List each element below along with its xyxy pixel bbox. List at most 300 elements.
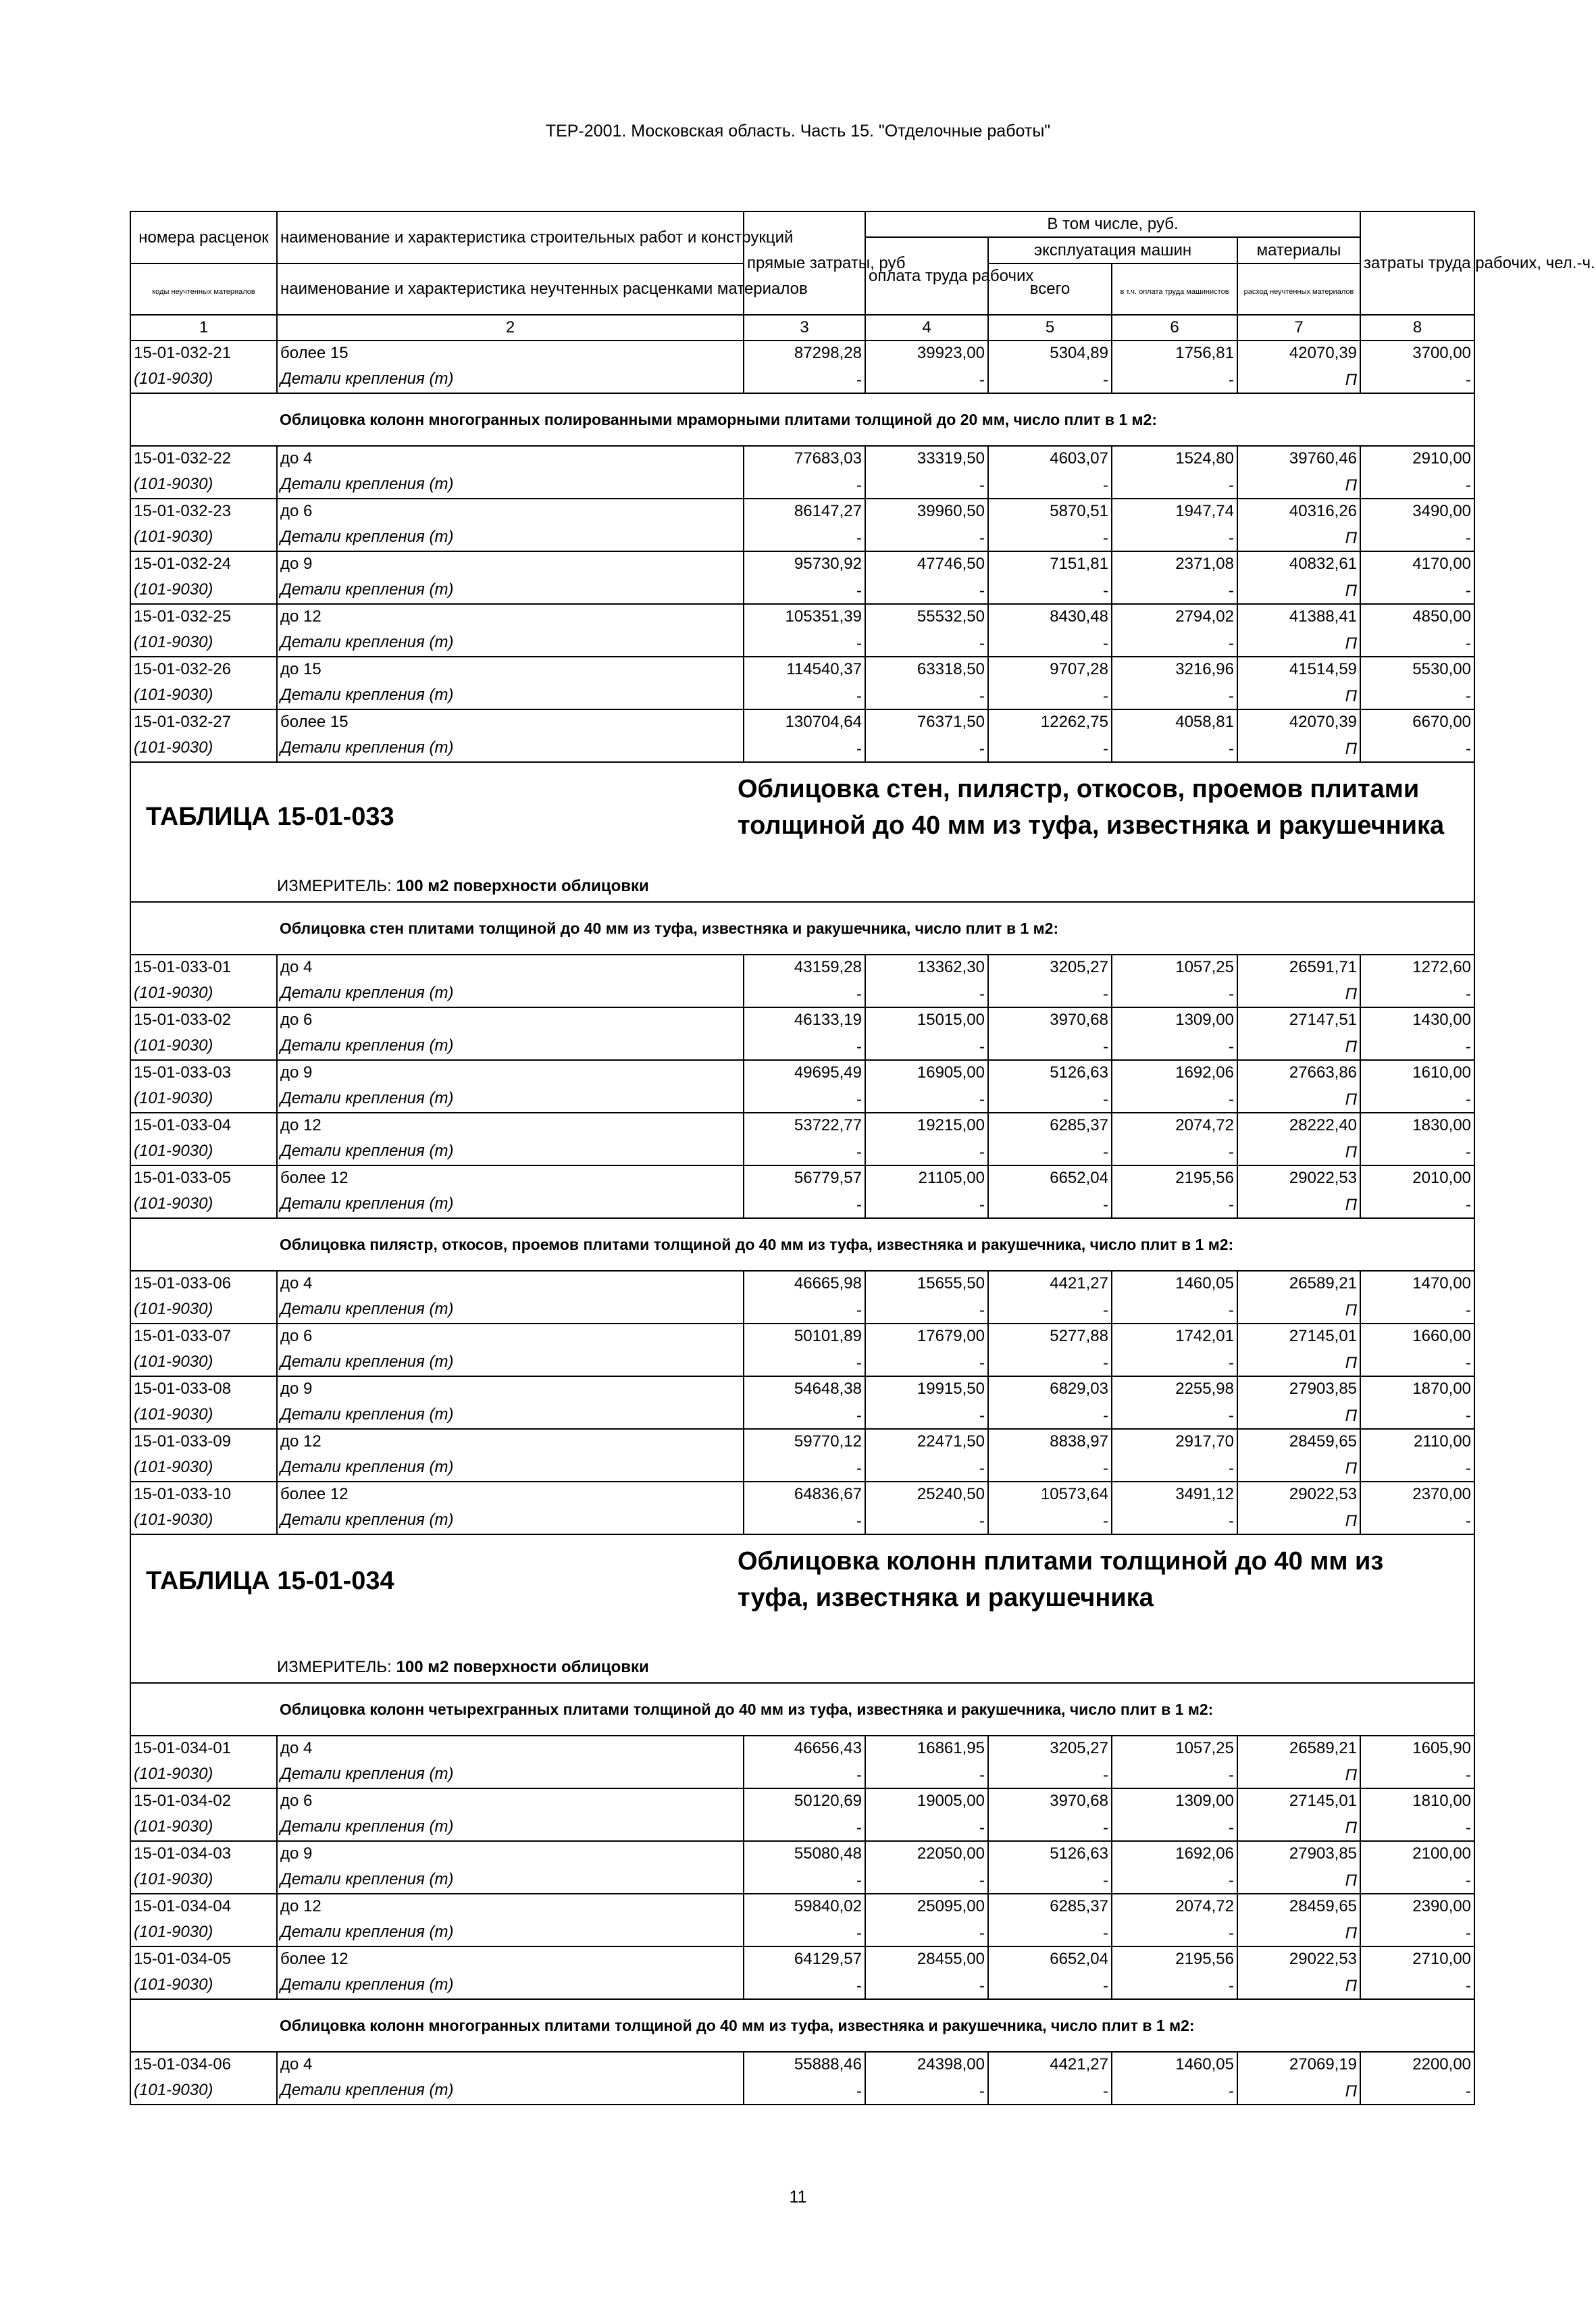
- value-materials: 27145,01: [1237, 1324, 1360, 1350]
- table-row: [130, 446, 1474, 472]
- material-value-operator-pay: -: [1112, 1034, 1237, 1060]
- material-value-direct-costs: -: [744, 1139, 865, 1165]
- material-name: Детали крепления (т): [277, 630, 744, 657]
- value-materials: 42070,39: [1237, 709, 1360, 736]
- value-direct-costs: 59840,02: [744, 1894, 865, 1920]
- material-value-labor-hours: -: [1360, 1815, 1474, 1841]
- value-worker-pay: 16905,00: [865, 1060, 988, 1086]
- material-value-direct-costs: -: [744, 981, 865, 1007]
- value-direct-costs: 114540,37: [744, 657, 865, 683]
- material-name: Детали крепления (т): [277, 1508, 744, 1534]
- value-materials: 27069,19: [1237, 2052, 1360, 2078]
- value-operator-pay: 2195,56: [1112, 1165, 1237, 1192]
- work-name: до 15: [277, 657, 744, 683]
- value-operator-pay: 2195,56: [1112, 1946, 1237, 1973]
- value-worker-pay: 13362,30: [865, 955, 988, 981]
- material-value-worker-pay: -: [865, 1192, 988, 1218]
- material-value-worker-pay: -: [865, 1350, 988, 1376]
- material-value-machines-total: -: [988, 1034, 1112, 1060]
- value-direct-costs: 130704,64: [744, 709, 865, 736]
- material-name: Детали крепления (т): [277, 1139, 744, 1165]
- value-operator-pay: 1309,00: [1112, 1788, 1237, 1815]
- value-materials: 28459,65: [1237, 1894, 1360, 1920]
- material-value-labor-hours: -: [1360, 736, 1474, 762]
- table-row: [130, 657, 1474, 683]
- material-name: Детали крепления (т): [277, 525, 744, 551]
- material-value-operator-pay: -: [1112, 1973, 1237, 1999]
- rate-code: 15-01-034-06: [130, 2052, 277, 2078]
- material-value-machines-total: -: [988, 1139, 1112, 1165]
- material-value-labor-hours: -: [1360, 367, 1474, 393]
- value-direct-costs: 59770,12: [744, 1429, 865, 1455]
- material-value-direct-costs: -: [744, 1508, 865, 1534]
- material-value-worker-pay: -: [865, 1815, 988, 1841]
- value-machines-total: 4603,07: [988, 446, 1112, 472]
- header-materials: материалы: [1237, 237, 1360, 263]
- material-value-materials: П: [1237, 578, 1360, 604]
- table-row: [130, 1060, 1474, 1086]
- material-value-worker-pay: -: [865, 1034, 988, 1060]
- value-labor-hours: 3700,00: [1360, 341, 1474, 367]
- work-name: до 9: [277, 551, 744, 578]
- value-worker-pay: 24398,00: [865, 2052, 988, 2078]
- value-machines-total: 5277,88: [988, 1324, 1112, 1350]
- material-value-machines-total: -: [988, 630, 1112, 657]
- material-value-materials: П: [1237, 736, 1360, 762]
- value-labor-hours: 1870,00: [1360, 1376, 1474, 1403]
- material-name: Детали крепления (т): [277, 1192, 744, 1218]
- rate-code: 15-01-033-01: [130, 955, 277, 981]
- unit-value: 100 м2 поверхности облицовки: [396, 1658, 649, 1676]
- material-value-direct-costs: -: [744, 367, 865, 393]
- material-value-direct-costs: -: [744, 1762, 865, 1788]
- value-operator-pay: 1692,06: [1112, 1841, 1237, 1867]
- material-code: (101-9030): [130, 630, 277, 657]
- value-direct-costs: 46133,19: [744, 1007, 865, 1034]
- section-spacer: [130, 393, 277, 446]
- material-row: [130, 2078, 1474, 2105]
- value-worker-pay: 15655,50: [865, 1271, 988, 1297]
- material-value-labor-hours: -: [1360, 578, 1474, 604]
- column-number: 8: [1360, 315, 1474, 341]
- material-value-labor-hours: -: [1360, 1762, 1474, 1788]
- table-row: [130, 604, 1474, 630]
- table-row: [130, 551, 1474, 578]
- value-machines-total: 12262,75: [988, 709, 1112, 736]
- material-value-machines-total: -: [988, 1867, 1112, 1894]
- value-worker-pay: 21105,00: [865, 1165, 988, 1192]
- material-value-operator-pay: -: [1112, 367, 1237, 393]
- material-value-labor-hours: -: [1360, 1086, 1474, 1113]
- value-worker-pay: 25095,00: [865, 1894, 988, 1920]
- value-worker-pay: 19915,50: [865, 1376, 988, 1403]
- value-machines-total: 8430,48: [988, 604, 1112, 630]
- material-row: [130, 981, 1474, 1007]
- section-heading: Облицовка колонн четырехгранных плитами толщиной до 40 мм из туфа, известняка и ракушечника, число плит в 1 м2:: [277, 1683, 1474, 1736]
- value-operator-pay: 3491,12: [1112, 1482, 1237, 1508]
- work-name: до 9: [277, 1376, 744, 1403]
- table-row: [130, 1788, 1474, 1815]
- value-materials: 27147,51: [1237, 1007, 1360, 1034]
- rate-code: 15-01-032-25: [130, 604, 277, 630]
- material-value-materials: П: [1237, 1192, 1360, 1218]
- value-labor-hours: 1430,00: [1360, 1007, 1474, 1034]
- material-value-direct-costs: -: [744, 2078, 865, 2105]
- material-value-labor-hours: -: [1360, 472, 1474, 499]
- material-name: Детали крепления (т): [277, 1867, 744, 1894]
- material-name: Детали крепления (т): [277, 736, 744, 762]
- value-machines-total: 5870,51: [988, 499, 1112, 525]
- material-value-labor-hours: -: [1360, 1034, 1474, 1060]
- material-value-machines-total: -: [988, 2078, 1112, 2105]
- value-operator-pay: 1057,25: [1112, 955, 1237, 981]
- material-code: (101-9030): [130, 1192, 277, 1218]
- value-machines-total: 3970,68: [988, 1007, 1112, 1034]
- material-value-machines-total: -: [988, 1086, 1112, 1113]
- material-value-materials: П: [1237, 1139, 1360, 1165]
- table-code: ТАБЛИЦА 15-01-033: [146, 803, 394, 831]
- table-row: [130, 1894, 1474, 1920]
- material-name: Детали крепления (т): [277, 683, 744, 709]
- header-material-consumption: расход неучтенных материалов: [1243, 288, 1354, 296]
- material-code: (101-9030): [130, 367, 277, 393]
- value-materials: 27663,86: [1237, 1060, 1360, 1086]
- rate-code: 15-01-034-01: [130, 1736, 277, 1762]
- material-value-worker-pay: -: [865, 981, 988, 1007]
- material-name: Детали крепления (т): [277, 367, 744, 393]
- material-value-direct-costs: -: [744, 578, 865, 604]
- material-code: (101-9030): [130, 1973, 277, 1999]
- material-row: [130, 683, 1474, 709]
- material-code: (101-9030): [130, 525, 277, 551]
- table-title-row: [130, 762, 1474, 902]
- rate-code: 15-01-033-02: [130, 1007, 277, 1034]
- material-value-operator-pay: -: [1112, 472, 1237, 499]
- material-value-machines-total: -: [988, 1297, 1112, 1324]
- material-code: (101-9030): [130, 578, 277, 604]
- value-operator-pay: 1742,01: [1112, 1324, 1237, 1350]
- section-heading: Облицовка пилястр, откосов, проемов плитами толщиной до 40 мм из туфа, известняка и ракушечника, число плит в 1 м2:: [277, 1218, 1474, 1271]
- material-value-machines-total: -: [988, 1192, 1112, 1218]
- material-value-direct-costs: -: [744, 1867, 865, 1894]
- value-direct-costs: 50120,69: [744, 1788, 865, 1815]
- material-value-worker-pay: -: [865, 736, 988, 762]
- rate-code: 15-01-032-23: [130, 499, 277, 525]
- value-labor-hours: 5530,00: [1360, 657, 1474, 683]
- material-value-labor-hours: -: [1360, 1920, 1474, 1946]
- material-name: Детали крепления (т): [277, 1973, 744, 1999]
- table-body: [130, 341, 1474, 2105]
- value-operator-pay: 2074,72: [1112, 1113, 1237, 1139]
- value-worker-pay: 55532,50: [865, 604, 988, 630]
- rate-code: 15-01-033-04: [130, 1113, 277, 1139]
- value-labor-hours: 1810,00: [1360, 1788, 1474, 1815]
- material-code: (101-9030): [130, 1350, 277, 1376]
- rate-code: 15-01-033-10: [130, 1482, 277, 1508]
- value-labor-hours: 2910,00: [1360, 446, 1474, 472]
- work-name: более 12: [277, 1165, 744, 1192]
- material-value-worker-pay: -: [865, 1403, 988, 1429]
- value-labor-hours: 1660,00: [1360, 1324, 1474, 1350]
- material-value-worker-pay: -: [865, 472, 988, 499]
- value-labor-hours: 6670,00: [1360, 709, 1474, 736]
- material-code: (101-9030): [130, 1867, 277, 1894]
- value-materials: 28459,65: [1237, 1429, 1360, 1455]
- header-machines: эксплуатация машин: [988, 237, 1237, 263]
- table-row: [130, 1482, 1474, 1508]
- rate-code: 15-01-034-03: [130, 1841, 277, 1867]
- value-worker-pay: 16861,95: [865, 1736, 988, 1762]
- section-heading-row: [130, 393, 1474, 446]
- material-value-direct-costs: -: [744, 736, 865, 762]
- material-value-machines-total: -: [988, 367, 1112, 393]
- value-labor-hours: 2010,00: [1360, 1165, 1474, 1192]
- material-value-worker-pay: -: [865, 2078, 988, 2105]
- material-value-labor-hours: -: [1360, 1350, 1474, 1376]
- value-materials: 42070,39: [1237, 341, 1360, 367]
- value-operator-pay: 1756,81: [1112, 341, 1237, 367]
- material-value-machines-total: -: [988, 1920, 1112, 1946]
- table-row: [130, 1736, 1474, 1762]
- material-value-operator-pay: -: [1112, 1762, 1237, 1788]
- material-value-operator-pay: -: [1112, 630, 1237, 657]
- table-row: [130, 1841, 1474, 1867]
- material-value-worker-pay: -: [865, 1086, 988, 1113]
- material-value-materials: П: [1237, 2078, 1360, 2105]
- section-heading: Облицовка колонн многогранных плитами толщиной до 40 мм из туфа, известняка и ракушечника, число плит в 1 м2:: [277, 1999, 1474, 2052]
- unit-line: [277, 874, 649, 899]
- value-direct-costs: 50101,89: [744, 1324, 865, 1350]
- value-machines-total: 5126,63: [988, 1060, 1112, 1086]
- value-machines-total: 9707,28: [988, 657, 1112, 683]
- material-code: (101-9030): [130, 472, 277, 499]
- value-materials: 28222,40: [1237, 1113, 1360, 1139]
- material-value-materials: П: [1237, 1086, 1360, 1113]
- material-value-operator-pay: -: [1112, 1455, 1237, 1482]
- material-value-worker-pay: -: [865, 1297, 988, 1324]
- material-value-operator-pay: -: [1112, 1192, 1237, 1218]
- column-number: 6: [1112, 315, 1237, 341]
- unit-label: ИЗМЕРИТЕЛЬ:: [277, 877, 392, 895]
- material-row: [130, 1034, 1474, 1060]
- material-value-machines-total: -: [988, 1508, 1112, 1534]
- work-name: до 4: [277, 1736, 744, 1762]
- material-value-materials: П: [1237, 1920, 1360, 1946]
- value-operator-pay: 1692,06: [1112, 1060, 1237, 1086]
- column-number: 7: [1237, 315, 1360, 341]
- work-name: до 12: [277, 1113, 744, 1139]
- material-code: (101-9030): [130, 1297, 277, 1324]
- table-row: [130, 2052, 1474, 2078]
- material-value-operator-pay: -: [1112, 1920, 1237, 1946]
- material-value-operator-pay: -: [1112, 525, 1237, 551]
- document-title: ТЕР-2001. Московская область. Часть 15. "Отделочные работы": [545, 122, 1051, 141]
- value-labor-hours: 4850,00: [1360, 604, 1474, 630]
- rate-code: 15-01-034-02: [130, 1788, 277, 1815]
- material-value-machines-total: -: [988, 1762, 1112, 1788]
- material-value-materials: П: [1237, 1508, 1360, 1534]
- material-value-labor-hours: -: [1360, 525, 1474, 551]
- value-labor-hours: 1272,60: [1360, 955, 1474, 981]
- material-value-operator-pay: -: [1112, 1086, 1237, 1113]
- value-materials: 40832,61: [1237, 551, 1360, 578]
- unit-value: 100 м2 поверхности облицовки: [396, 877, 649, 895]
- value-materials: 29022,53: [1237, 1482, 1360, 1508]
- material-value-direct-costs: -: [744, 1192, 865, 1218]
- material-row: [130, 367, 1474, 393]
- material-name: Детали крепления (т): [277, 1086, 744, 1113]
- value-labor-hours: 4170,00: [1360, 551, 1474, 578]
- material-value-direct-costs: -: [744, 1815, 865, 1841]
- header-rate-number: номера расценок: [130, 211, 277, 263]
- value-operator-pay: 4058,81: [1112, 709, 1237, 736]
- material-code: (101-9030): [130, 1508, 277, 1534]
- material-value-direct-costs: -: [744, 1973, 865, 1999]
- material-value-labor-hours: -: [1360, 1867, 1474, 1894]
- header-material-name: наименование и характеристика неучтенных расценками материалов: [277, 263, 744, 315]
- material-row: [130, 736, 1474, 762]
- work-name: до 4: [277, 446, 744, 472]
- material-row: [130, 578, 1474, 604]
- material-value-worker-pay: -: [865, 525, 988, 551]
- material-value-worker-pay: -: [865, 1762, 988, 1788]
- material-value-machines-total: -: [988, 736, 1112, 762]
- column-number: 2: [277, 315, 744, 341]
- section-heading-row: [130, 1218, 1474, 1271]
- value-materials: 41388,41: [1237, 604, 1360, 630]
- value-direct-costs: 55888,46: [744, 2052, 865, 2078]
- material-value-operator-pay: -: [1112, 578, 1237, 604]
- value-materials: 29022,53: [1237, 1165, 1360, 1192]
- material-row: [130, 1867, 1474, 1894]
- header-direct-costs: прямые затраты, руб: [744, 211, 865, 315]
- material-row: [130, 472, 1474, 499]
- value-direct-costs: 64836,67: [744, 1482, 865, 1508]
- section-spacer: [130, 1218, 277, 1271]
- section-heading: Облицовка колонн многогранных полированными мраморными плитами толщиной до 20 мм, число плит в 1 м2:: [277, 393, 1474, 446]
- material-value-direct-costs: -: [744, 525, 865, 551]
- material-value-labor-hours: -: [1360, 981, 1474, 1007]
- rate-code: 15-01-033-05: [130, 1165, 277, 1192]
- value-worker-pay: 19215,00: [865, 1113, 988, 1139]
- value-machines-total: 8838,97: [988, 1429, 1112, 1455]
- header-operator-pay: в т.ч. оплата труда машинистов: [1120, 288, 1229, 296]
- table-row: [130, 1007, 1474, 1034]
- value-machines-total: 7151,81: [988, 551, 1112, 578]
- material-value-direct-costs: -: [744, 1034, 865, 1060]
- value-direct-costs: 53722,77: [744, 1113, 865, 1139]
- material-value-machines-total: -: [988, 578, 1112, 604]
- value-operator-pay: 2255,98: [1112, 1376, 1237, 1403]
- material-code: (101-9030): [130, 1815, 277, 1841]
- value-labor-hours: 2110,00: [1360, 1429, 1474, 1455]
- material-row: [130, 525, 1474, 551]
- value-worker-pay: 63318,50: [865, 657, 988, 683]
- material-value-labor-hours: -: [1360, 1297, 1474, 1324]
- material-value-worker-pay: -: [865, 1455, 988, 1482]
- rate-code: 15-01-033-07: [130, 1324, 277, 1350]
- value-direct-costs: 64129,57: [744, 1946, 865, 1973]
- rate-code: 15-01-034-05: [130, 1946, 277, 1973]
- value-direct-costs: 46665,98: [744, 1271, 865, 1297]
- header-worker-pay: оплата труда рабочих: [865, 237, 988, 315]
- table-name: Облицовка стен, пилястр, откосов, проемов плитами толщиной до 40 мм из туфа, известняка и ракушечника: [738, 775, 1445, 840]
- material-value-labor-hours: -: [1360, 1192, 1474, 1218]
- value-direct-costs: 86147,27: [744, 499, 865, 525]
- material-value-materials: П: [1237, 630, 1360, 657]
- material-value-machines-total: -: [988, 1973, 1112, 1999]
- section-spacer: [130, 1683, 277, 1736]
- material-value-labor-hours: -: [1360, 1973, 1474, 1999]
- work-name: более 12: [277, 1946, 744, 1973]
- value-materials: 27903,85: [1237, 1376, 1360, 1403]
- work-name: до 6: [277, 499, 744, 525]
- material-name: Детали крепления (т): [277, 578, 744, 604]
- material-row: [130, 1508, 1474, 1534]
- material-value-direct-costs: -: [744, 630, 865, 657]
- column-number: 3: [744, 315, 865, 341]
- table-code: ТАБЛИЦА 15-01-034: [146, 1567, 394, 1595]
- unit-line: [277, 1655, 649, 1680]
- value-machines-total: 6652,04: [988, 1946, 1112, 1973]
- value-materials: 41514,59: [1237, 657, 1360, 683]
- material-value-machines-total: -: [988, 1403, 1112, 1429]
- rate-code: 15-01-033-08: [130, 1376, 277, 1403]
- value-machines-total: 3970,68: [988, 1788, 1112, 1815]
- value-direct-costs: 54648,38: [744, 1376, 865, 1403]
- work-name: до 9: [277, 1841, 744, 1867]
- value-labor-hours: 2390,00: [1360, 1894, 1474, 1920]
- material-row: [130, 1350, 1474, 1376]
- material-value-worker-pay: -: [865, 1139, 988, 1165]
- rate-code: 15-01-034-04: [130, 1894, 277, 1920]
- value-operator-pay: 1947,74: [1112, 499, 1237, 525]
- material-code: (101-9030): [130, 1086, 277, 1113]
- material-value-direct-costs: -: [744, 1086, 865, 1113]
- material-value-materials: П: [1237, 1815, 1360, 1841]
- value-operator-pay: 2917,70: [1112, 1429, 1237, 1455]
- value-direct-costs: 43159,28: [744, 955, 865, 981]
- value-machines-total: 6829,03: [988, 1376, 1112, 1403]
- value-worker-pay: 19005,00: [865, 1788, 988, 1815]
- material-value-labor-hours: -: [1360, 1455, 1474, 1482]
- value-materials: 29022,53: [1237, 1946, 1360, 1973]
- material-value-labor-hours: -: [1360, 630, 1474, 657]
- material-row: [130, 630, 1474, 657]
- value-worker-pay: 15015,00: [865, 1007, 988, 1034]
- value-labor-hours: 1610,00: [1360, 1060, 1474, 1086]
- work-name: до 6: [277, 1788, 744, 1815]
- material-value-materials: П: [1237, 1867, 1360, 1894]
- value-operator-pay: 1057,25: [1112, 1736, 1237, 1762]
- material-value-materials: П: [1237, 367, 1360, 393]
- material-value-worker-pay: -: [865, 1508, 988, 1534]
- column-number: 1: [130, 315, 277, 341]
- material-name: Детали крепления (т): [277, 1815, 744, 1841]
- material-value-materials: П: [1237, 1762, 1360, 1788]
- table-row: [130, 1113, 1474, 1139]
- value-machines-total: 6285,37: [988, 1113, 1112, 1139]
- rate-code: 15-01-032-27: [130, 709, 277, 736]
- value-direct-costs: 56779,57: [744, 1165, 865, 1192]
- material-row: [130, 1139, 1474, 1165]
- material-name: Детали крепления (т): [277, 1403, 744, 1429]
- material-value-labor-hours: -: [1360, 1139, 1474, 1165]
- material-value-operator-pay: -: [1112, 1139, 1237, 1165]
- value-direct-costs: 95730,92: [744, 551, 865, 578]
- value-direct-costs: 46656,43: [744, 1736, 865, 1762]
- value-worker-pay: 76371,50: [865, 709, 988, 736]
